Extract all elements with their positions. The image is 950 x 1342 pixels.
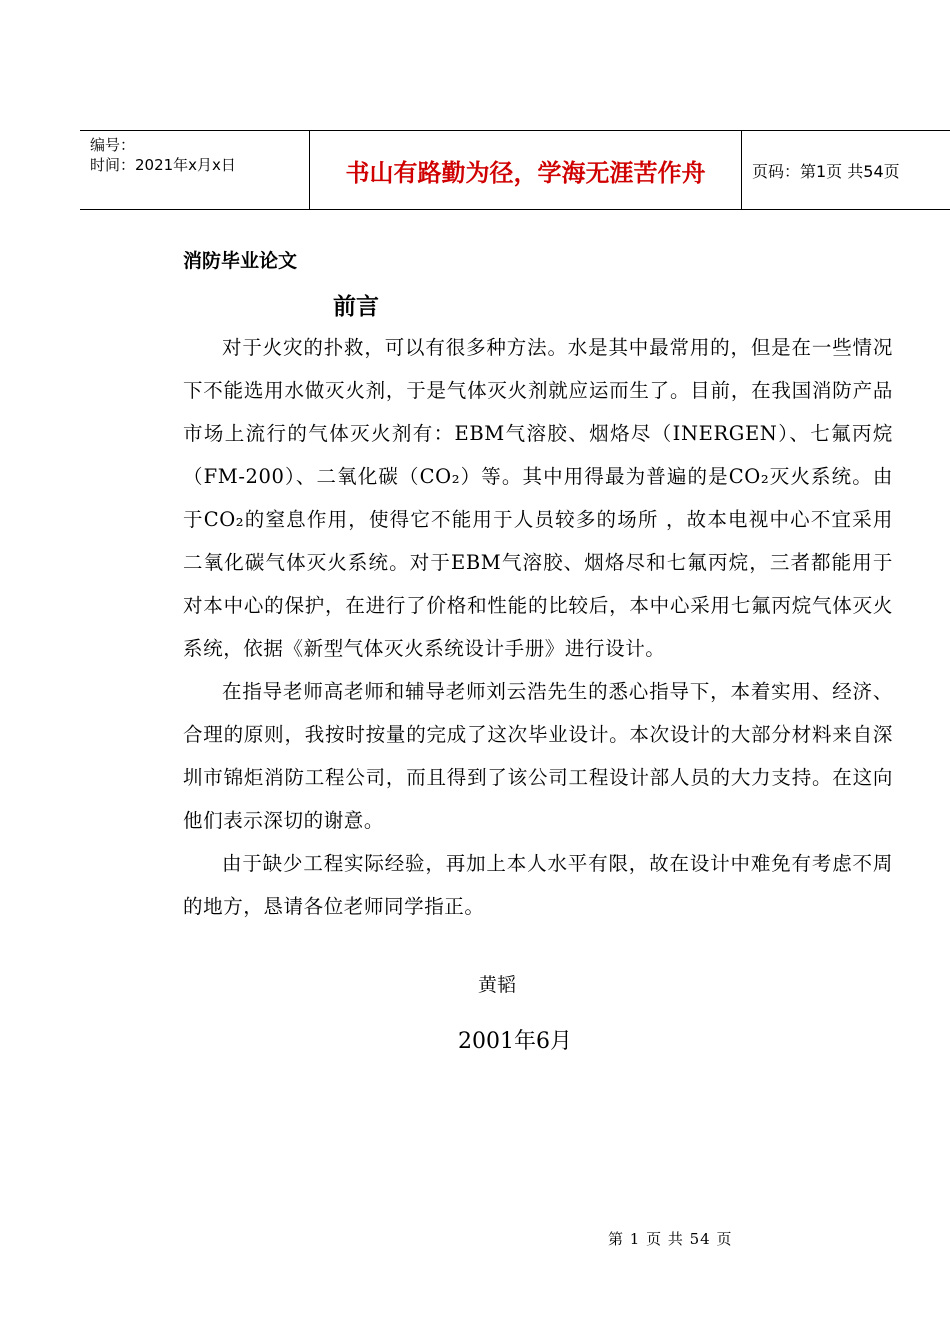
document-label: 消防毕业论文	[183, 250, 298, 272]
paragraph-1: 对于火灾的扑救，可以有很多种方法。水是其中最常用的，但是在一些情况下不能选用水做灭火剂，于是气体灭火剂就应运而生了。目前，在我国消防产品市场上流行的气体灭火剂有：EBM气溶胶、烟烙尽（INERGEN）、七氟丙烷（FM-200）、二氧化碳（CO₂）等。其中用得最为普遍的是CO₂灭火系统。由于CO₂的窒息作用，使得它不能用于人员较多的场所 ，故本电视中心不宜采用二氧化碳气体灭火系统。对于EBM气溶胶、烟烙尽和七氟丙烷，三者都能用于对本中心的保护，在进行了价格和性能的比较后，本中心采用七氟丙烷气体灭火系统，依据《新型气体灭火系统设计手册》进行设计。	[183, 336, 893, 660]
time-label: 时间：2021年x月x日	[90, 156, 236, 174]
number-label: 编号：	[90, 136, 136, 154]
header-meta	[80, 131, 310, 209]
header-page-info: 页码：第1页 共54页	[752, 161, 900, 181]
paragraph-2: 在指导老师高老师和辅导老师刘云浩先生的悉心指导下，本着实用、经济、合理的原则，我按时按量的完成了这次毕业设计。本次设计的大部分材料来自深圳市锦炬消防工程公司，而且得到了该公司工程设计部人员的大力支持。在这向他们表示深切的谢意。	[183, 680, 893, 832]
page-footer: 第 1 页 共 54 页	[608, 1230, 733, 1248]
body-text	[183, 326, 893, 928]
section-heading: 前言	[333, 294, 379, 320]
header-motto: 书山有路勤为径，学海无涯苦作舟	[310, 131, 742, 209]
author-signature: 黄韬	[478, 974, 517, 996]
document-date: 2001年6月	[458, 1029, 572, 1054]
paragraph-3: 由于缺少工程实际经验，再加上本人水平有限，故在设计中难免有考虑不周的地方，恳请各位老师同学指正。	[183, 852, 893, 918]
page-header	[80, 130, 950, 210]
